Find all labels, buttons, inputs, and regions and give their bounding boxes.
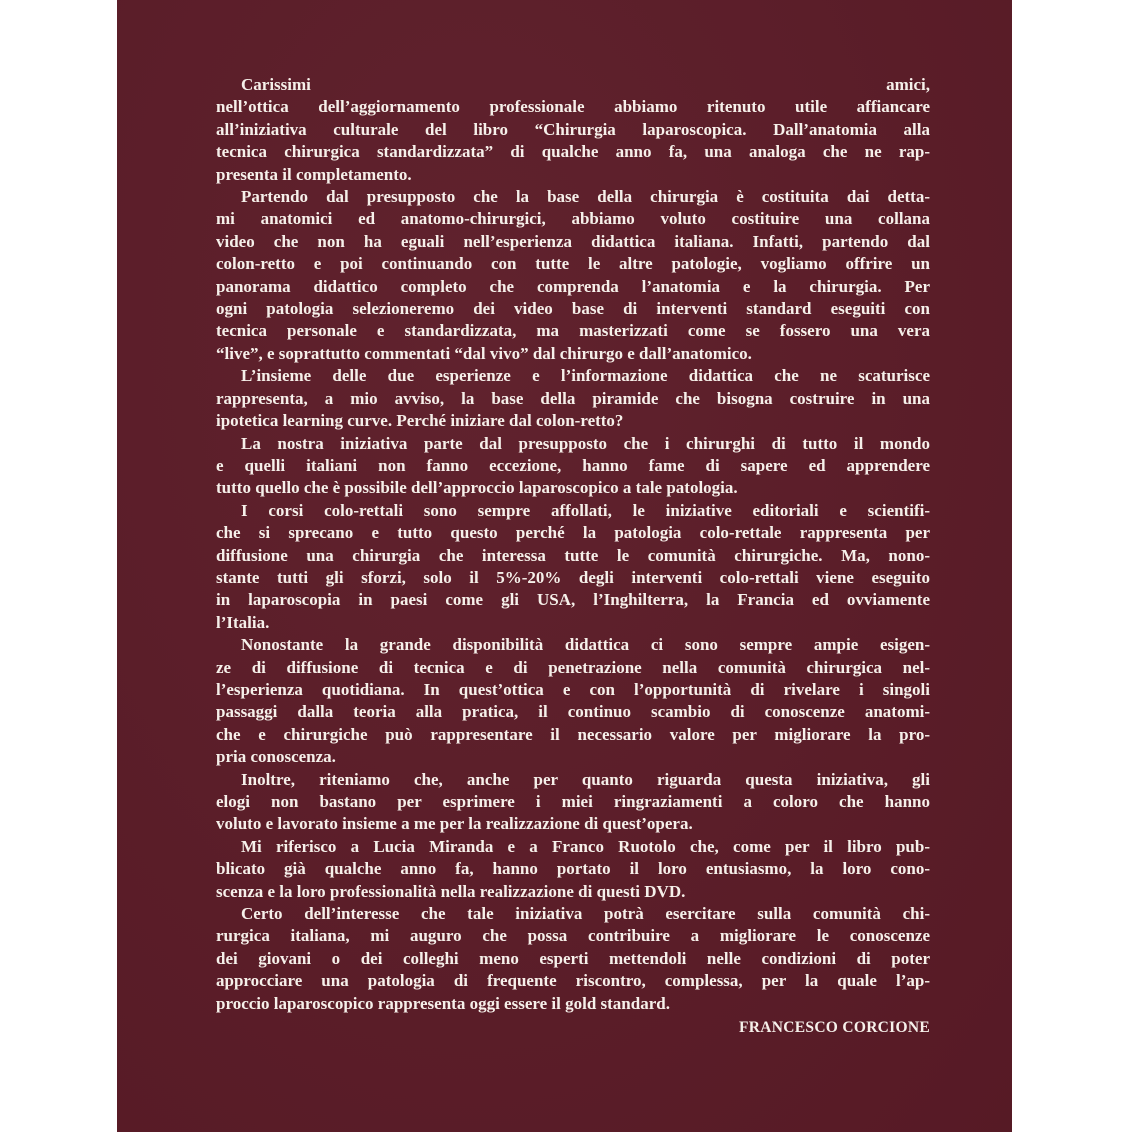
text-line: video che non ha eguali nell’esperienza didattica italiana. Infatti, partendo dal — [216, 231, 930, 251]
paragraph — [216, 186, 930, 365]
text-line: tutto quello che è possibile dell’approccio laparoscopico a tale patologia. — [216, 478, 738, 498]
text-line: l’esperienza quotidiana. In quest’ottica e con l’opportunità di rivelare i singoli — [216, 679, 930, 699]
text-line: Partendo dal presupposto che la base della chirurgia è costituita dai detta- — [241, 187, 930, 207]
text-line: presenta il completamento. — [216, 164, 412, 184]
text-line: all’iniziativa culturale del libro “Chirurgia laparoscopica. Dall’anatomia alla — [216, 119, 930, 139]
text-line: tecnica chirurgica standardizzata” di qualche anno fa, una analoga che ne rap- — [216, 142, 930, 162]
text-line: dei giovani o dei colleghi meno esperti mettendoli nelle condizioni di poter — [216, 948, 930, 968]
text-line: diffusione una chirurgia che interessa tutte le comunità chirurgiche. Ma, nono- — [216, 545, 930, 565]
text-line: pria conoscenza. — [216, 747, 336, 767]
paragraphs — [216, 74, 930, 1015]
paragraph — [216, 74, 930, 186]
text-line: elogi non bastano per esprimere i miei ringraziamenti a coloro che hanno — [216, 792, 930, 811]
text-line: rappresenta, a mio avviso, la base della piramide che bisogna costruire in una — [216, 388, 930, 408]
text-line: rurgica italiana, mi auguro che possa contribuire a migliorare le conoscenze — [216, 926, 930, 946]
text-line: ze di diffusione di tecnica e di penetrazione nella comunità chirurgica nel- — [216, 657, 930, 677]
text-line: e quelli italiani non fanno eccezione, hanno fame di sapere ed apprendere — [216, 455, 930, 475]
text-line: panorama didattico completo che comprenda l’anatomia e la chirurgia. Per — [216, 276, 930, 296]
text-line: proccio laparoscopico rappresenta oggi essere il gold standard. — [216, 993, 670, 1013]
text-line: passaggi dalla teoria alla pratica, il continuo scambio di conoscenze anatomi- — [216, 702, 930, 722]
text-line: che si sprecano e tutto questo perché la patologia colo-rettale rappresenta per — [216, 523, 930, 543]
paragraph — [216, 836, 930, 903]
signature: FRANCESCO CORCIONE — [739, 1019, 930, 1037]
text-line: “live”, e soprattutto commentati “dal vivo” dal chirurgo e dall’anatomico. — [216, 343, 752, 363]
text-line: colon-retto e poi continuando con tutte le altre patologie, vogliamo offrire un — [216, 254, 930, 274]
paragraph — [216, 500, 930, 634]
text-line: voluto e lavorato insieme a me per la realizzazione di quest’opera. — [216, 814, 693, 834]
paragraph — [216, 365, 930, 432]
text-line: approcciare una patologia di frequente riscontro, complessa, per la quale l’ap- — [216, 971, 930, 991]
text-line: mi anatomici ed anatomo-chirurgici, abbiamo voluto costituire una collana — [216, 209, 930, 229]
text-line: in laparoscopia in paesi come gli USA, l’Inghilterra, la Francia ed ovviamente — [216, 590, 930, 610]
text-line: Mi riferisco a Lucia Miranda e a Franco Ruotolo che, come per il libro pub- — [241, 836, 930, 856]
text-line: nell’ottica dell’aggiornamento professionale abbiamo ritenuto utile affiancare — [216, 97, 930, 117]
text-line: blicato già qualche anno fa, hanno portato il loro entusiasmo, la loro cono- — [216, 859, 930, 879]
text-line: Carissimi amici, — [241, 75, 930, 94]
text-line: stante tutti gli sforzi, solo il 5%-20% degli interventi colo-rettali viene eseguito — [216, 567, 930, 587]
text-line: ipotetica learning curve. Perché iniziare dal colon-retto? — [216, 411, 624, 431]
text-line: ogni patologia selezioneremo dei video base di interventi standard eseguiti con — [216, 299, 930, 319]
text-line: che e chirurgiche può rappresentare il necessario valore per migliorare la pro- — [216, 724, 930, 744]
paragraph — [216, 903, 930, 1015]
text-line: La nostra iniziativa parte dal presupposto che i chirurghi di tutto il mondo — [241, 433, 930, 453]
text-line: scenza e la loro professionalità nella realizzazione di questi DVD. — [216, 881, 686, 901]
text-line: tecnica personale e standardizzata, ma masterizzati come se fossero una vera — [216, 321, 930, 341]
text-line: Nonostante la grande disponibilità didattica ci sono sempre ampie esigen- — [241, 635, 930, 655]
paragraph — [216, 769, 930, 836]
paragraph — [216, 634, 930, 768]
text-line: Inoltre, riteniamo che, anche per quanto riguarda questa iniziativa, gli — [241, 769, 930, 789]
text-line: l’Italia. — [216, 612, 270, 632]
text-line: Certo dell’interesse che tale iniziativa potrà esercitare sulla comunità chi- — [241, 904, 930, 924]
text-line: I corsi colo-rettali sono sempre affollati, le iniziative editoriali e scientifi- — [241, 500, 930, 520]
paragraph — [216, 433, 930, 500]
letter-body — [216, 74, 930, 1039]
text-line: L’insieme delle due esperienze e l’informazione didattica che ne scaturisce — [241, 366, 930, 386]
